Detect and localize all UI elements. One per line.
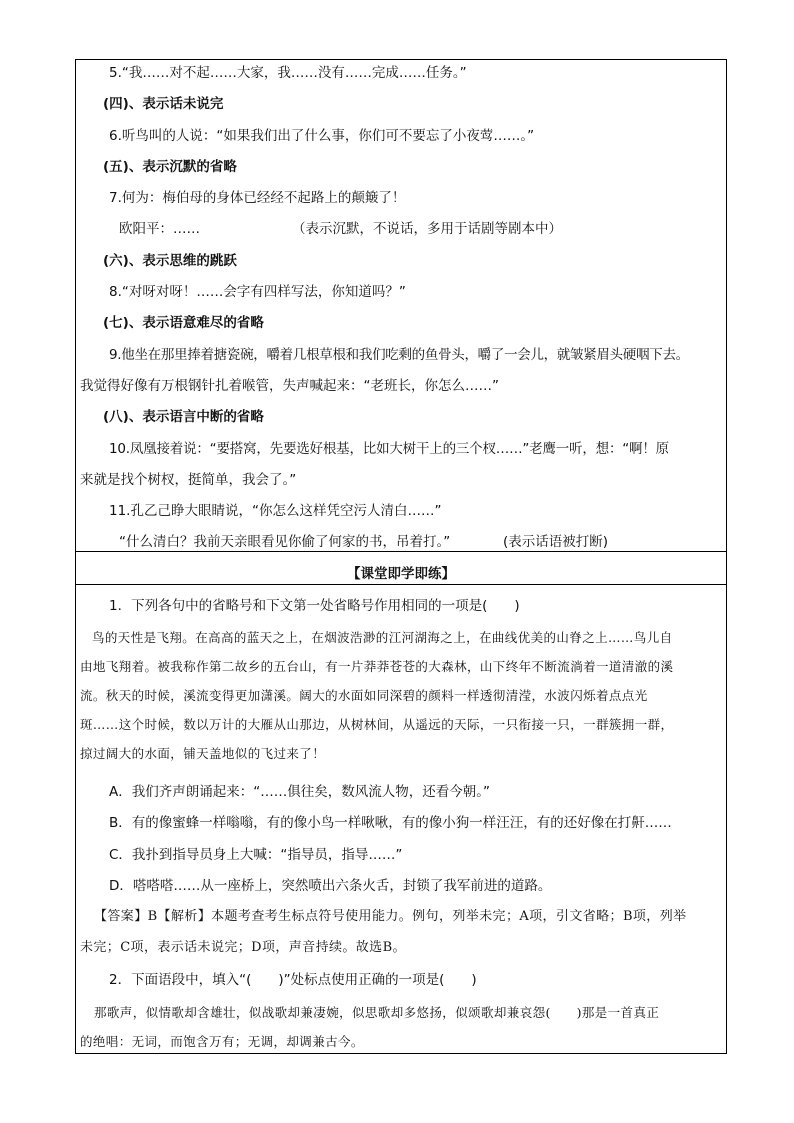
passage-line: 流。秋天的时候，溪流变得更加潇溪。阔大的水面如同深碧的颜料一样透彻清滢，水波闪烁着点点光 bbox=[80, 688, 648, 703]
passage-line: 掠过阔大的水面，铺天盖地似的飞过来了！ bbox=[80, 746, 326, 761]
example-10b: 来就是找个树杈，挺简单，我会了。” bbox=[80, 472, 297, 488]
option-c: C．我扑到指导员身上大喊：“指导员，指导……” bbox=[109, 847, 403, 863]
option-b: B．有的像蜜蜂一样嗡嗡，有的像小鸟一样啾啾，有的像小狗一样汪汪，有的还好像在打鼾…… bbox=[109, 815, 672, 831]
option-d: D．嗒嗒嗒……从一座桥上，突然喷出六条火舌，封锁了我军前进的道路。 bbox=[109, 878, 552, 894]
example-7-note: （表示沉默，不说话，多用于话剧等剧本中） bbox=[292, 221, 562, 237]
content-table bbox=[75, 59, 727, 1054]
passage-line: 斑……这个时候，数以万计的大雁从山那边，从树林间，从遥远的天际，一只衔接一只，一群簇拥一群， bbox=[80, 717, 674, 732]
example-5: 5.“我……对不起……大家，我……没有……完成……任务。” bbox=[109, 65, 467, 81]
passage-line: 由地飞翔着。被我称作第二故乡的五台山，有一片莽莽苍苍的大森林，山下终年不断流淌着一道清澈的溪 bbox=[80, 659, 674, 674]
option-a: A．我们齐声朗诵起来：“……俱往矣，数风流人物，还看今朝。” bbox=[109, 784, 490, 800]
heading-5: (五)、表示沉默的省略 bbox=[103, 159, 237, 175]
example-11b: “什么清白？我前天亲眼看见你偷了何家的书，吊着打。” bbox=[119, 534, 451, 550]
example-9b: 我觉得好像有万根钢针扎着喉管，失声喊起来：“老班长，你怎么……” bbox=[80, 378, 499, 394]
question-2: 2．下面语段中，填入“( )”处标点使用正确的一项是( ) bbox=[109, 972, 477, 988]
answer-line-1: 【答案】B【解析】本题考查考生标点符号使用能力。例句，列举未完；A项，引文省略；B项，列举 bbox=[94, 909, 687, 924]
heading-8: (八)、表示语言中断的省略 bbox=[103, 409, 264, 425]
heading-7: (七)、表示语意难尽的省略 bbox=[103, 315, 264, 331]
example-6: 6.听鸟叫的人说：“如果我们出了什么事，你们可不要忘了小夜莺……。” bbox=[109, 128, 535, 144]
example-11a: 11.孔乙己睁大眼睛说，“你怎么这样凭空污人清白……” bbox=[109, 503, 442, 519]
example-8: 8.“对呀对呀！……会字有四样写法，你知道吗？” bbox=[109, 284, 406, 300]
practice-header: 【课堂即学即练】 bbox=[347, 566, 455, 582]
heading-6: (六)、表示思维的跳跃 bbox=[103, 253, 237, 269]
table-divider bbox=[75, 584, 727, 585]
passage2-line: 的绝唱：无词，而饱含万有；无调，却调兼古今。 bbox=[80, 1034, 364, 1049]
heading-4: (四)、表示话未说完 bbox=[103, 96, 224, 112]
example-7b: 欧阳平：…… bbox=[119, 221, 200, 237]
example-11-note: (表示话语被打断) bbox=[503, 534, 609, 550]
answer-line-2: 未完；C项，表示话未说完；D项，声音持续。故选B。 bbox=[80, 940, 406, 955]
passage2-line: 那歌声，似情歌却含雄壮，似战歌却兼凄婉，似思歌却多悠扬，似颂歌却兼哀怨( )那是一首真正 bbox=[94, 1005, 660, 1020]
example-10a: 10.凤凰接着说：“要搭窝，先要选好根基，比如大树干上的三个杈……”老鹰一听，想：“啊！原 bbox=[109, 441, 669, 457]
passage-line: 鸟的天性是飞翔。在高高的蓝天之上，在烟波浩渺的江河湖海之上，在曲线优美的山脊之上……鸟儿自 bbox=[92, 630, 673, 645]
example-7a: 7.何为：梅伯母的身体已经经不起路上的颠簸了！ bbox=[109, 190, 406, 206]
example-9a: 9.他坐在那里捧着搪瓷碗，嚼着几根草根和我们吃剩的鱼骨头，嚼了一会儿，就皱紧眉头硬咽下去。 bbox=[109, 347, 689, 363]
question-1: 1．下列各句中的省略号和下文第一处省略号作用相同的一项是( ) bbox=[109, 598, 520, 614]
